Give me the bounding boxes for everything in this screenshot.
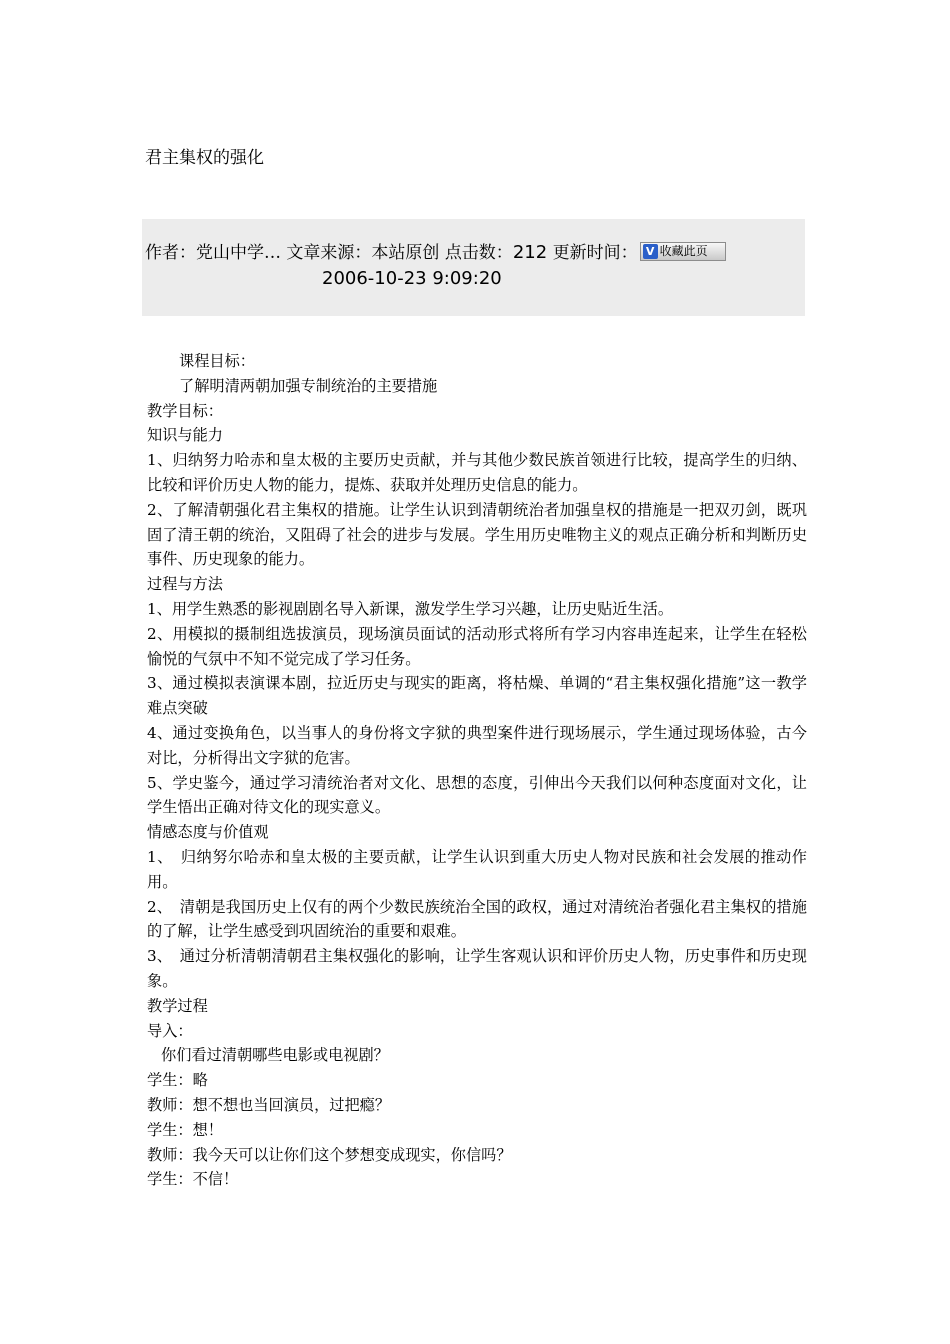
- body-paragraph: 4、通过变换角色，以当事人的身份将文字狱的典型案件进行现场展示，学生通过现场体验，古今对比，分析得出文字狱的危害。: [147, 723, 807, 767]
- article-title: 君主集权的强化: [145, 148, 264, 168]
- dialogue-line: 学生：略: [147, 1071, 208, 1090]
- article-meta-box: [142, 219, 805, 316]
- clicks-label: 点击数：: [444, 243, 513, 263]
- clicks-count: 212: [512, 242, 548, 263]
- body-paragraph: 1、 归纳努尔哈赤和皇太极的主要贡献，让学生认识到重大历史人物对民族和社会发展的推动作用。: [147, 847, 807, 891]
- v-logo-icon: V: [643, 244, 658, 259]
- bookmark-page-label: 收藏此页: [659, 244, 708, 258]
- update-time-label: 更新时间：: [552, 243, 638, 263]
- body-paragraph: 3、 通过分析清朝清朝君主集权强化的影响，让学生客观认识和评价历史人物，历史事件和历史现象。: [147, 947, 807, 990]
- dialogue-line: 你们看过清朝哪些电影或电视剧？: [161, 1046, 389, 1065]
- bookmark-page-button[interactable]: [640, 242, 726, 261]
- dialogue-line: 教师：我今天可以让你们这个梦想变成现实，你信吗？: [147, 1145, 512, 1164]
- article-body: [147, 349, 807, 1192]
- teaching-goal-heading: 教学目标：: [147, 401, 223, 420]
- course-goal-text: 了解明清两朝加强专制统治的主要措施: [179, 376, 438, 395]
- body-paragraph: 2、用模拟的摄制组选拔演员，现场演员面试的活动形式将所有学习内容串连起来，让学生在轻松愉悦的气氛中不知不觉完成了学习任务。: [147, 624, 807, 668]
- section-heading: 知识与能力: [147, 426, 223, 445]
- section-heading: 教学过程: [147, 996, 208, 1015]
- update-time-value: 2006-10-23 9:09:20: [322, 268, 502, 289]
- meta-line: [145, 241, 726, 265]
- body-paragraph: 1、用学生熟悉的影视剧剧名导入新课，激发学生学习兴趣，让历史贴近生活。: [147, 599, 674, 618]
- dialogue-line: 学生：想！: [147, 1120, 223, 1139]
- source-value: 本站原创: [371, 243, 440, 263]
- body-paragraph: 1、归纳努力哈赤和皇太极的主要历史贡献，并与其他少数民族首领进行比较，提高学生的归纳、比较和评价历史人物的能力，提炼、获取并处理历史信息的能力。: [147, 451, 807, 494]
- author-value: 党山中学…: [196, 243, 281, 263]
- author-label: 作者：: [145, 243, 196, 263]
- section-heading: 情感态度与价值观: [147, 823, 269, 842]
- body-paragraph: 5、学史鉴今，通过学习清统治者对文化、思想的态度，引伸出今天我们以何种态度面对文化，让学生悟出正确对待文化的现实意义。: [147, 773, 807, 817]
- course-goal-heading: 课程目标：: [179, 352, 255, 370]
- body-paragraph: 2、 清朝是我国历史上仅有的两个少数民族统治全国的政权，通过对清统治者强化君主集权的措施的了解，让学生感受到巩固统治的重要和艰难。: [147, 897, 807, 941]
- dialogue-line: 导入：: [147, 1021, 193, 1040]
- dialogue-line: 教师：想不想也当回演员，过把瘾？: [147, 1095, 390, 1114]
- section-heading: 过程与方法: [147, 575, 223, 594]
- source-label: 文章来源：: [286, 243, 372, 263]
- body-paragraph: 2、了解清朝强化君主集权的措施。让学生认识到清朝统治者加强皇权的措施是一把双刃剑，既巩固了清王朝的统治，又阻碍了社会的进步与发展。学生用历史唯物主义的观点正确分析和判断历史事件、历史现象的能力。: [147, 500, 807, 569]
- dialogue-line: 学生：不信！: [147, 1170, 239, 1189]
- body-paragraph: 3、通过模拟表演课本剧，拉近历史与现实的距离，将枯燥、单调的“君主集权强化措施”这一教学难点突破: [147, 674, 807, 718]
